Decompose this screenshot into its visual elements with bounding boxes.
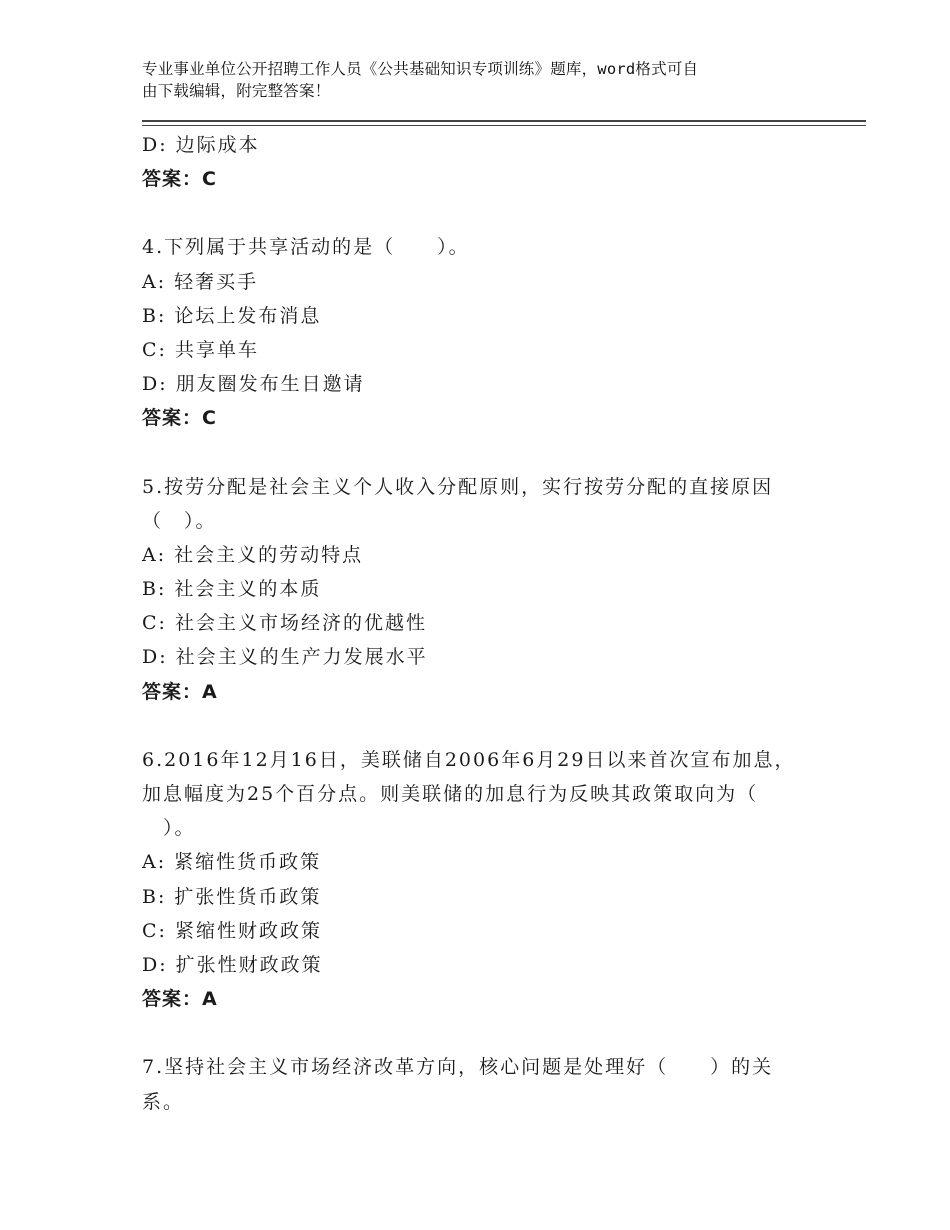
spacer (142, 196, 810, 230)
question-stem: 4.下列属于共享活动的是（ ）。 (142, 236, 470, 259)
question-4 (142, 230, 810, 435)
question-7 (142, 1050, 810, 1118)
answer: 答案：C (142, 407, 217, 430)
question-stem: 6.2016年12月16日，美联储自2006年6月29日以来首次宣布加息， (142, 748, 796, 771)
header-line-2: 由下载编辑，附完整答案！ (142, 82, 331, 100)
option-d: D: 朋友圈发布生日邀请 (142, 373, 365, 396)
question-stem-continued: ）。 (142, 817, 196, 840)
option-c: C: 共享单车 (142, 338, 259, 361)
option-d: D: 社会主义的生产力发展水平 (142, 646, 428, 669)
question-stem: 7.坚持社会主义市场经济改革方向，核心问题是处理好（ ）的关 (142, 1056, 774, 1079)
document-body (142, 128, 810, 1119)
option-b: B: 论坛上发布消息 (142, 304, 322, 327)
answer: 答案：A (142, 680, 218, 703)
answer: 答案：A (142, 988, 218, 1011)
question-stem-continued: 加息幅度为25个百分点。则美联储的加息行为反映其政策取向为（ (142, 783, 759, 805)
question-stem: 5.按劳分配是社会主义个人收入分配原则，实行按劳分配的直接原因 (142, 475, 774, 498)
option-a: A: 轻奢买手 (142, 270, 259, 293)
header-rule-thick (142, 120, 866, 122)
question-6 (142, 743, 810, 1017)
prev-option-d: D: 边际成本 (142, 134, 260, 156)
spacer (142, 436, 810, 470)
option-d: D: 扩张性财政政策 (142, 953, 323, 976)
header-line-1: 专业事业单位公开招聘工作人员《公共基础知识专项训练》题库，word格式可自 (142, 60, 699, 78)
spacer (142, 1016, 810, 1050)
page-header (142, 58, 810, 102)
spacer (142, 709, 810, 743)
question-5 (142, 470, 810, 709)
option-b: B: 社会主义的本质 (142, 578, 322, 601)
option-a: A: 紧缩性货币政策 (142, 851, 322, 874)
option-a: A: 社会主义的劳动特点 (142, 543, 364, 566)
header-rule-thin (142, 125, 866, 126)
option-c: C: 社会主义市场经济的优越性 (142, 612, 427, 635)
question-stem-continued: （ ）。 (142, 509, 217, 532)
prev-answer: 答案：C (142, 168, 217, 191)
option-c: C: 紧缩性财政政策 (142, 919, 322, 942)
option-b: B: 扩张性货币政策 (142, 885, 322, 908)
question-stem-continued: 系。 (142, 1090, 185, 1113)
